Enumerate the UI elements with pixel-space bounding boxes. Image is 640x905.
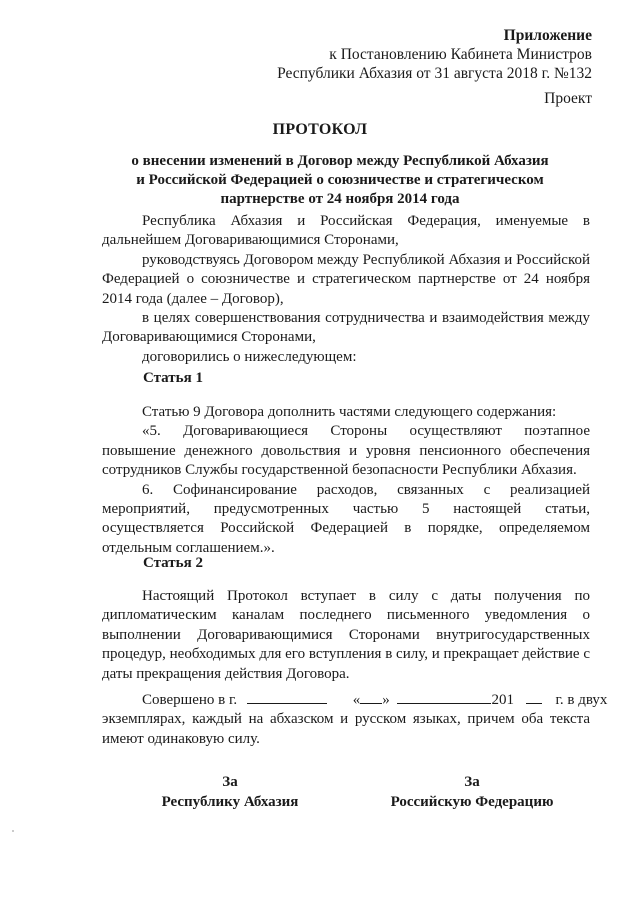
article-1-body <box>102 403 590 558</box>
subtitle-line-2: и Российской Федерацией о союзничестве и стратегическом <box>136 172 544 188</box>
subtitle-line-1: о внесении изменений в Договор между Республикой Абхазия <box>131 153 549 169</box>
preamble <box>102 212 590 367</box>
closing-line <box>102 689 608 710</box>
appendix-header <box>277 26 592 83</box>
subtitle-line-3: партнерстве от 24 ноября 2014 года <box>220 191 460 207</box>
preamble-paragraph-2: руководствуясь Договором между Республикой Абхазия и Российской Федерацией о союзничестве и стратегическом партнерстве от 24 ноября 2014 года (далее – Договор), <box>102 251 590 307</box>
year-prefix: 201 <box>491 692 514 708</box>
year-blank <box>526 689 542 704</box>
month-blank <box>397 689 491 704</box>
scan-speck <box>12 830 14 832</box>
appendix-line-1: к Постановлению Кабинета Министров <box>329 46 592 63</box>
appendix-title: Приложение <box>503 27 592 44</box>
open-quote: « <box>352 692 361 708</box>
signature-abkhazia-for: За <box>222 774 238 790</box>
article-2-heading: Статья 2 <box>143 555 203 571</box>
closing-block <box>102 689 608 749</box>
article-2-text: Настоящий Протокол вступает в силу с даты получения по дипломатическим каналам последнего письменного уведомления о выполнении Договаривающимися Сторонами внутригосударственных процедур, необходимых для его вступления в силу, и прекращает действие с даты прекращения действия Договора. <box>102 588 590 682</box>
article-1-heading: Статья 1 <box>143 370 203 386</box>
draft-label: Проект <box>544 90 592 107</box>
signature-abkhazia-party: Республику Абхазия <box>161 794 299 810</box>
article-1-part-5: «5. Договаривающиеся Стороны осуществляют поэтапное повышение денежного довольствия и уровня пенсионного обеспечения сотрудников Службы государственной безопасности Республики Абхазия. <box>102 423 590 479</box>
done-in-text: Совершено в г. <box>142 692 238 708</box>
signature-russia <box>372 772 572 812</box>
signature-russia-for: За <box>464 774 480 790</box>
city-blank <box>247 689 327 704</box>
year-suffix: г. в двух <box>555 692 608 708</box>
close-quote: » <box>382 692 390 708</box>
preamble-paragraph-3: в целях совершенствования сотрудничества и взаимодействия между Договаривающимися Сторонами, <box>102 310 590 346</box>
preamble-paragraph-4: договорились о нижеследующем: <box>142 348 357 365</box>
signature-abkhazia <box>140 772 320 812</box>
signature-russia-party: Российскую Федерацию <box>390 794 554 810</box>
document-subtitle <box>110 152 570 209</box>
document-title: ПРОТОКОЛ <box>272 121 368 138</box>
preamble-paragraph-1: Республика Абхазия и Российская Федерация, именуемые в дальнейшем Договаривающимися Сторонами, <box>102 213 590 249</box>
article-1-part-6: 6. Софинансирование расходов, связанных с реализацией мероприятий, предусмотренных частью 5 настоящей статьи, осуществляется Российской Федерацией в порядке, определяемом отдельным соглашением.». <box>102 481 590 556</box>
article-2-body <box>102 587 590 684</box>
article-1-intro: Статью 9 Договора дополнить частями следующего содержания: <box>142 404 557 420</box>
appendix-line-2: Республики Абхазия от 31 августа 2018 г. №132 <box>277 65 592 82</box>
closing-rest: экземплярах, каждый на абхазском и русском языках, причем оба текста имеют одинаковую силу. <box>102 711 590 747</box>
day-blank <box>360 689 382 704</box>
